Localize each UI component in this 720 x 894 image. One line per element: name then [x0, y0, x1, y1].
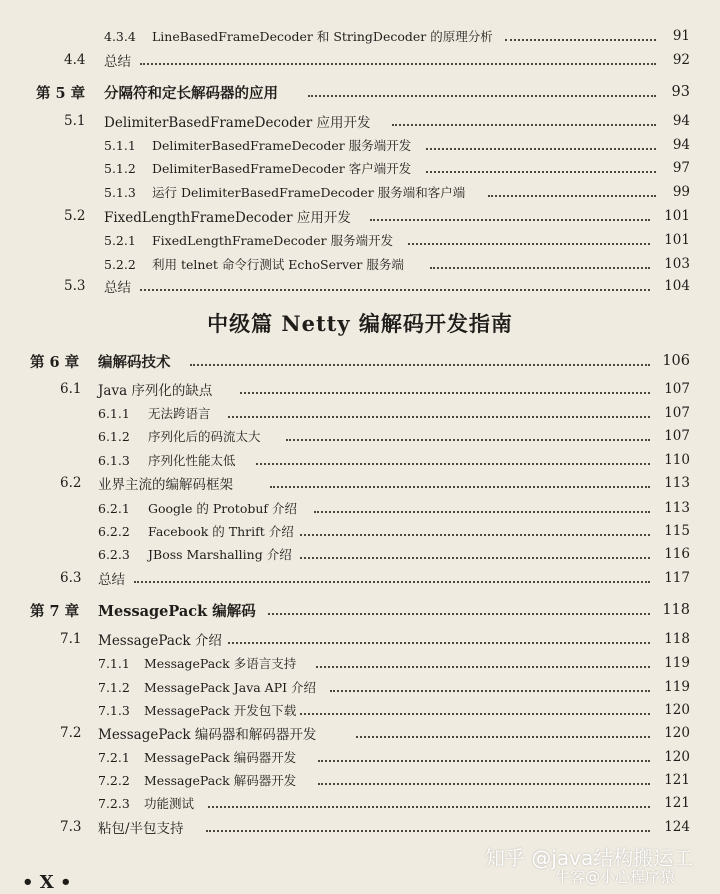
leader-dots	[206, 829, 650, 832]
leader-dots	[140, 288, 650, 291]
toc-title: 粘包/半包支持	[98, 821, 184, 837]
toc-page-number: 120	[664, 702, 690, 718]
toc-number: 7.2	[60, 725, 82, 741]
toc-entry	[0, 721, 720, 745]
toc-number: 6.1.2	[98, 428, 130, 444]
toc-number: 6.2.1	[98, 500, 130, 516]
toc-number: 5.3	[64, 278, 86, 294]
toc-page-number: 92	[672, 52, 690, 68]
leader-dots	[370, 218, 650, 221]
toc-title: 功能测试	[144, 796, 195, 811]
toc-number: 7.1.2	[98, 679, 130, 695]
toc-page-number: 94	[672, 113, 690, 129]
toc-page-number: 116	[664, 546, 690, 562]
leader-dots	[270, 485, 650, 488]
leader-dots	[134, 580, 650, 583]
toc-page-number: 120	[664, 725, 690, 741]
toc-title: 总结	[98, 572, 125, 588]
leader-dots	[314, 510, 650, 513]
toc-page-number: 106	[662, 353, 690, 369]
toc-number: 7.2.1	[98, 749, 130, 765]
toc-title: 序列化后的码流太大	[148, 429, 261, 444]
toc-page-number: 103	[664, 256, 690, 272]
leader-dots	[300, 556, 650, 559]
toc-page-number: 121	[664, 795, 690, 811]
toc-title: 总结	[104, 280, 131, 296]
toc-number: 7.2.2	[98, 772, 130, 788]
toc-number: 7.1.3	[98, 702, 130, 718]
toc-entry	[0, 109, 720, 133]
toc-entry	[0, 448, 720, 472]
leader-dots	[140, 62, 656, 65]
leader-dots	[300, 533, 650, 536]
toc-page-number: 101	[664, 232, 690, 248]
toc-entry	[0, 252, 720, 276]
leader-dots	[426, 147, 656, 150]
toc-number: 5.2	[64, 208, 86, 224]
toc-title: 无法跨语言	[148, 406, 211, 421]
toc-number: 6.2	[60, 475, 82, 491]
leader-dots	[408, 242, 650, 245]
toc-page-number: 113	[664, 500, 690, 516]
toc-number: 5.1	[64, 113, 86, 129]
toc-entry	[0, 424, 720, 448]
toc-title: 运行 DelimiterBasedFrameDecoder 服务端和客户端	[152, 185, 466, 200]
toc-title: FixedLengthFrameDecoder 应用开发	[104, 210, 351, 226]
toc-page-number: 119	[664, 679, 690, 695]
toc-title: Java 序列化的缺点	[98, 383, 213, 399]
toc-page-number: 124	[664, 819, 690, 835]
toc-entry	[0, 496, 720, 520]
toc-title: MessagePack 解码器开发	[144, 773, 297, 788]
toc-page-number: 93	[671, 84, 690, 100]
leader-dots	[505, 38, 656, 41]
toc-entry	[0, 542, 720, 566]
toc-title: 编解码技术	[98, 353, 171, 371]
leader-dots	[228, 641, 650, 644]
toc-title: 总结	[104, 54, 131, 70]
toc-title: JBoss Marshalling 介绍	[148, 547, 292, 562]
toc-number: 第 6 章	[30, 353, 80, 371]
toc-title: MessagePack 编码器和解码器开发	[98, 727, 317, 743]
toc-number: 5.2.1	[104, 232, 136, 248]
watermark-secondary: 牛客@小心程序猿	[555, 868, 676, 886]
toc-number: 5.1.2	[104, 160, 136, 176]
leader-dots	[392, 123, 656, 126]
toc-title: DelimiterBasedFrameDecoder 服务端开发	[152, 138, 412, 153]
toc-page-number: 117	[664, 570, 690, 586]
toc-number: 4.4	[64, 52, 86, 68]
toc-number: 5.1.1	[104, 137, 136, 153]
toc-title: MessagePack 编解码	[98, 602, 256, 620]
toc-number: 第 5 章	[36, 84, 86, 102]
toc-page-number: 113	[664, 475, 690, 491]
toc-number: 7.2.3	[98, 795, 130, 811]
toc-number: 5.2.2	[104, 256, 136, 272]
toc-entry	[0, 204, 720, 228]
toc-page-number: 121	[664, 772, 690, 788]
toc-entry	[0, 180, 720, 204]
toc-page-number: 94	[672, 137, 690, 153]
toc-title: MessagePack 编码器开发	[144, 750, 297, 765]
toc-entry	[0, 768, 720, 792]
toc-number: 6.1.1	[98, 405, 130, 421]
leader-dots	[228, 415, 650, 418]
part-title: 中级篇 Netty 编解码开发指南	[207, 311, 513, 336]
toc-entry	[0, 627, 720, 651]
toc-entry	[0, 377, 720, 401]
toc-title: Google 的 Protobuf 介绍	[148, 501, 297, 516]
toc-title: 利用 telnet 命令行测试 EchoServer 服务端	[152, 257, 404, 272]
toc-entry	[0, 815, 720, 839]
leader-dots	[330, 689, 650, 692]
toc-number: 7.3	[60, 819, 82, 835]
toc-page-number: 91	[672, 28, 690, 44]
leader-dots	[356, 735, 650, 738]
toc-chapter	[0, 598, 720, 622]
toc-entry	[0, 519, 720, 543]
toc-number: 7.1	[60, 631, 82, 647]
toc-number: 5.1.3	[104, 184, 136, 200]
leader-dots	[300, 712, 650, 715]
toc-title: Facebook 的 Thrift 介绍	[148, 524, 294, 539]
toc-entry	[0, 471, 720, 495]
toc-title: FixedLengthFrameDecoder 服务端开发	[152, 233, 394, 248]
leader-dots	[318, 782, 650, 785]
toc-number: 第 7 章	[30, 602, 80, 620]
toc-number: 6.1	[60, 381, 82, 397]
toc-page-number: 119	[664, 655, 690, 671]
toc-chapter	[0, 80, 720, 104]
toc-page-number: 97	[672, 160, 690, 176]
leader-dots	[268, 612, 650, 615]
page-footer: • X •	[22, 872, 72, 893]
toc-page-number: 107	[664, 405, 690, 421]
toc-number: 6.2.3	[98, 546, 130, 562]
toc-title: MessagePack 开发包下载	[144, 703, 297, 718]
toc-page-number: 118	[662, 602, 690, 618]
toc-page-number: 120	[664, 749, 690, 765]
toc-title: 业界主流的编解码框架	[98, 477, 233, 493]
toc-entry	[0, 401, 720, 425]
leader-dots	[430, 266, 650, 269]
toc-entry	[0, 228, 720, 252]
watermark: 知乎 @java结构搬运工	[485, 846, 694, 870]
toc-entry	[0, 48, 720, 72]
toc-entry	[0, 133, 720, 157]
toc-title: LineBasedFrameDecoder 和 StringDecoder 的原理分析	[152, 29, 493, 44]
toc-entry	[0, 698, 720, 722]
toc-title: MessagePack Java API 介绍	[144, 680, 317, 695]
leader-dots	[208, 805, 650, 808]
toc-entry	[0, 745, 720, 769]
toc-number: 6.1.3	[98, 452, 130, 468]
toc-page-number: 107	[664, 428, 690, 444]
leader-dots	[316, 665, 650, 668]
toc-chapter	[0, 349, 720, 373]
toc-entry	[0, 791, 720, 815]
toc-title: MessagePack 多语言支持	[144, 656, 297, 671]
toc-page-number: 101	[664, 208, 690, 224]
leader-dots	[318, 759, 650, 762]
toc-number: 6.3	[60, 570, 82, 586]
leader-dots	[240, 391, 650, 394]
toc-page-number: 107	[664, 381, 690, 397]
toc-number: 6.2.2	[98, 523, 130, 539]
toc-entry	[0, 24, 720, 48]
toc-number: 4.3.4	[104, 28, 136, 44]
leader-dots	[308, 94, 656, 97]
toc-number: 7.1.1	[98, 655, 130, 671]
toc-title: 序列化性能太低	[148, 453, 236, 468]
leader-dots	[190, 363, 650, 366]
toc-title: 分隔符和定长解码器的应用	[104, 84, 278, 102]
toc-page-number: 99	[672, 184, 690, 200]
toc-entry	[0, 566, 720, 590]
toc-title: DelimiterBasedFrameDecoder 应用开发	[104, 115, 371, 131]
toc-page-number: 115	[664, 523, 690, 539]
toc-entry	[0, 156, 720, 180]
toc-entry	[0, 651, 720, 675]
toc-page-number: 118	[664, 631, 690, 647]
leader-dots	[286, 438, 650, 441]
toc-page-number: 110	[664, 452, 690, 468]
leader-dots	[256, 462, 650, 465]
toc-page-number: 104	[664, 278, 690, 294]
leader-dots	[488, 194, 656, 197]
toc-entry	[0, 675, 720, 699]
toc-entry	[0, 274, 720, 298]
leader-dots	[426, 170, 656, 173]
toc-title: MessagePack 介绍	[98, 633, 222, 649]
toc-title: DelimiterBasedFrameDecoder 客户端开发	[152, 161, 412, 176]
